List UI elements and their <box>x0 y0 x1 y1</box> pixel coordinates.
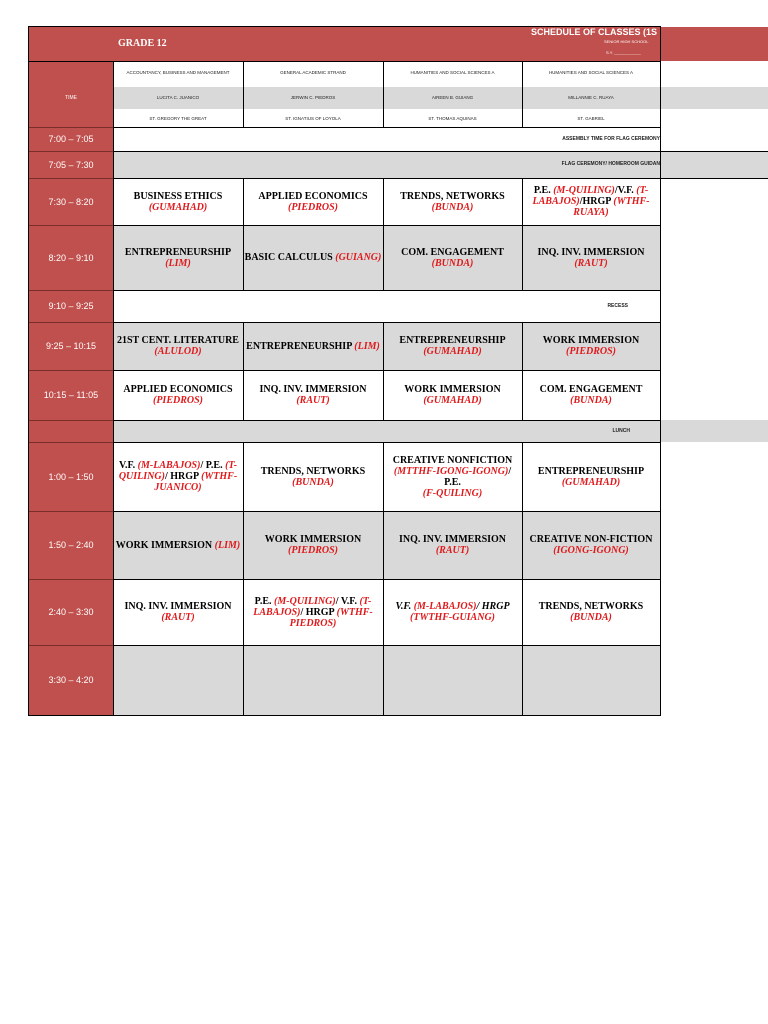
teacher: (RAUT) <box>574 257 608 269</box>
grid-line <box>113 420 661 421</box>
subject: ENTREPRENEURSHIP <box>399 335 506 346</box>
time-slot: 9:25 – 10:15 <box>45 341 97 351</box>
teacher: (BUNDA) <box>431 201 474 213</box>
teacher: (GUMAHAD) <box>423 395 482 406</box>
teacher: (RAUT) <box>435 545 470 556</box>
class-cell <box>522 442 660 511</box>
class-cell <box>383 322 522 370</box>
time-header: TIME <box>65 95 77 101</box>
teacher: (PIEDROS) <box>152 395 203 406</box>
teacher: (TWTHF-GUIANG) <box>410 612 495 623</box>
grid-line <box>29 61 661 62</box>
subject: CREATIVE NONFICTION <box>392 454 513 466</box>
row-bg-lunch <box>113 420 768 442</box>
subject-combined: V.F. (M-LABAJOS)/ P.E. (T-QUILING)/ HRGP (WTHF-JUANICO) <box>118 460 238 493</box>
class-cell <box>243 511 383 579</box>
class-cell <box>522 370 660 420</box>
adviser-name: LUCITA C. JUANICO <box>156 95 200 100</box>
subject: TRENDS, NETWORKS <box>400 190 505 202</box>
subject-combined: P.E. (M-QUILING)/V.F. (T-LABAJOS)/HRGP (WTHF-RUAYA) <box>532 185 650 218</box>
time-slot: 7:30 – 8:20 <box>48 196 94 207</box>
subject: ENTREPRENEURSHIP <box>537 465 645 477</box>
strand-name: GENERAL ACADEMIC STRAND <box>280 70 346 75</box>
teacher: (IGONG-IGONG) <box>553 545 629 556</box>
recess-note: RECESS <box>607 303 628 309</box>
subject-combined: (MTTHF-IGONG-IGONG)/ P.E. <box>393 465 512 488</box>
time-slot: 9:10 – 9:25 <box>48 301 94 311</box>
time-slot: 2:40 – 3:30 <box>48 607 94 617</box>
grid-line <box>113 645 661 646</box>
teacher: (RAUT) <box>296 395 330 406</box>
section-name: ST. GABRIEL <box>577 116 605 121</box>
subject: TRENDS, NETWORKS <box>538 601 644 612</box>
adviser-name: JERWIN C. PIEDROS <box>290 95 336 100</box>
time-slot: 10:15 – 11:05 <box>43 390 99 400</box>
grid-line <box>113 127 661 128</box>
subject-combined: ENTREPRENEURSHIP (LIM) <box>124 246 232 269</box>
subject: INQ. INV. IMMERSION <box>124 601 232 612</box>
teacher: (GUMAHAD) <box>148 201 208 213</box>
class-cell <box>383 370 522 420</box>
subject: TRENDS, NETWORKS <box>260 465 366 477</box>
time-slot: 3:30 – 4:20 <box>48 675 94 685</box>
teacher: (RAUT) <box>161 612 195 623</box>
subject: INQ. INV. IMMERSION <box>398 534 507 545</box>
subject-combined: WORK IMMERSION (LIM) <box>115 539 241 551</box>
subject: APPLIED ECONOMICS <box>123 384 233 395</box>
adviser-name: MILLANNIE C. RUAYA <box>568 95 614 100</box>
class-cell <box>383 442 522 511</box>
class-cell <box>243 370 383 420</box>
subject: INQ. INV. IMMERSION <box>259 384 367 395</box>
time-slot: 7:00 – 7:05 <box>48 134 94 144</box>
grade-label: GRADE 12 <box>118 38 167 49</box>
subject: APPLIED ECONOMICS <box>258 190 368 202</box>
teacher: (PIEDROS) <box>287 201 338 213</box>
flag-ceremony-note: FLAG CEREMONY/ HOMEROOM GUIDAN <box>561 161 660 167</box>
grid-line <box>29 26 661 27</box>
row-bg-705 <box>113 151 768 178</box>
teacher: (GUMAHAD) <box>423 346 482 357</box>
subject-combined: P.E. (M-QUILING)/ V.F. (T-LABAJOS)/ HRGP (WTHF-PIEDROS) <box>253 595 373 629</box>
school-subtitle: SENIOR HIGH SCHOOL <box>604 39 649 44</box>
strand-name: ACCOUNTANCY, BUSINESS AND MANAGEMENT <box>126 70 230 75</box>
class-cell <box>243 225 383 290</box>
strand-name: HUMANITIES AND SOCIAL SCIENCES A <box>410 70 495 75</box>
time-slot <box>29 420 113 442</box>
teacher: (BUNDA) <box>292 476 334 488</box>
teacher: (PIEDROS) <box>565 346 616 357</box>
subject: WORK IMMERSION <box>264 534 362 545</box>
subject-combined: ENTREPRENEURSHIP (LIM) <box>246 340 380 352</box>
class-cell <box>243 322 383 370</box>
row-bg-330 <box>113 645 660 715</box>
class-cell <box>243 178 383 225</box>
subject: INQ. INV. IMMERSION <box>537 246 645 258</box>
subject-combined: BASIC CALCULUS (GUIANG) <box>244 252 382 263</box>
class-cell <box>522 322 660 370</box>
subject-combined: V.F. (M-LABAJOS)/ HRGP <box>395 601 510 612</box>
section-name: ST. THOMAS AQUINAS <box>428 116 477 121</box>
strand-name: HUMANITIES AND SOCIAL SCIENCES A <box>548 70 634 75</box>
teacher: (BUNDA) <box>570 612 612 623</box>
class-cell <box>113 370 243 420</box>
subject: 21ST CENT. LITERATURE <box>117 335 239 346</box>
schedule-title: SCHEDULE OF CLASSES (1S <box>531 27 658 37</box>
subject: BUSINESS ETHICS <box>133 190 223 202</box>
class-cell <box>113 511 243 579</box>
subject: WORK IMMERSION <box>542 335 640 346</box>
class-cell <box>113 442 243 511</box>
time-slot: 7:05 – 7:30 <box>48 159 94 170</box>
grid-line <box>113 151 768 152</box>
time-slot: 1:50 – 2:40 <box>48 540 94 550</box>
class-cell <box>522 511 660 579</box>
subject: CREATIVE NON-FICTION <box>529 534 653 545</box>
time-slot: 8:20 – 9:10 <box>48 252 94 263</box>
time-slot: 1:00 – 1:50 <box>48 471 94 482</box>
assembly-note: ASSEMBLY TIME FOR FLAG CEREMONY <box>562 136 660 142</box>
subject: COM. ENGAGEMENT <box>401 246 504 258</box>
teacher: (PIEDROS) <box>287 545 338 556</box>
class-cell <box>383 225 522 290</box>
lunch-note: LUNCH <box>612 428 630 434</box>
section-name: ST. GREGORY THE GREAT <box>149 116 207 121</box>
class-cell <box>383 579 522 645</box>
class-cell <box>243 442 383 511</box>
subject: COM. ENGAGEMENT <box>539 384 643 395</box>
teacher: (BUNDA) <box>431 257 474 269</box>
adviser-name: AIREEN B. GUIANG <box>431 95 474 100</box>
teacher: (ALULOD) <box>154 346 202 357</box>
subject: WORK IMMERSION <box>404 384 501 395</box>
class-cell <box>522 225 660 290</box>
school-year: S.Y. ____________ <box>606 50 641 55</box>
class-cell <box>383 511 522 579</box>
class-cell <box>522 579 660 645</box>
header-adviser-extension <box>660 87 768 109</box>
class-cell <box>113 178 243 225</box>
class-cell <box>383 178 522 225</box>
section-name: ST. IGNATIUS OF LOYOLA <box>285 116 341 121</box>
teacher: (F-QUILING) <box>422 487 483 499</box>
grid-line <box>113 290 661 291</box>
class-cell <box>113 225 243 290</box>
grid-line <box>660 26 661 716</box>
class-cell <box>522 178 660 225</box>
class-cell <box>243 579 383 645</box>
grid-line <box>29 715 661 716</box>
teacher: (GUMAHAD) <box>561 476 621 488</box>
class-cell <box>113 322 243 370</box>
teacher: (BUNDA) <box>570 395 612 406</box>
class-cell <box>113 579 243 645</box>
